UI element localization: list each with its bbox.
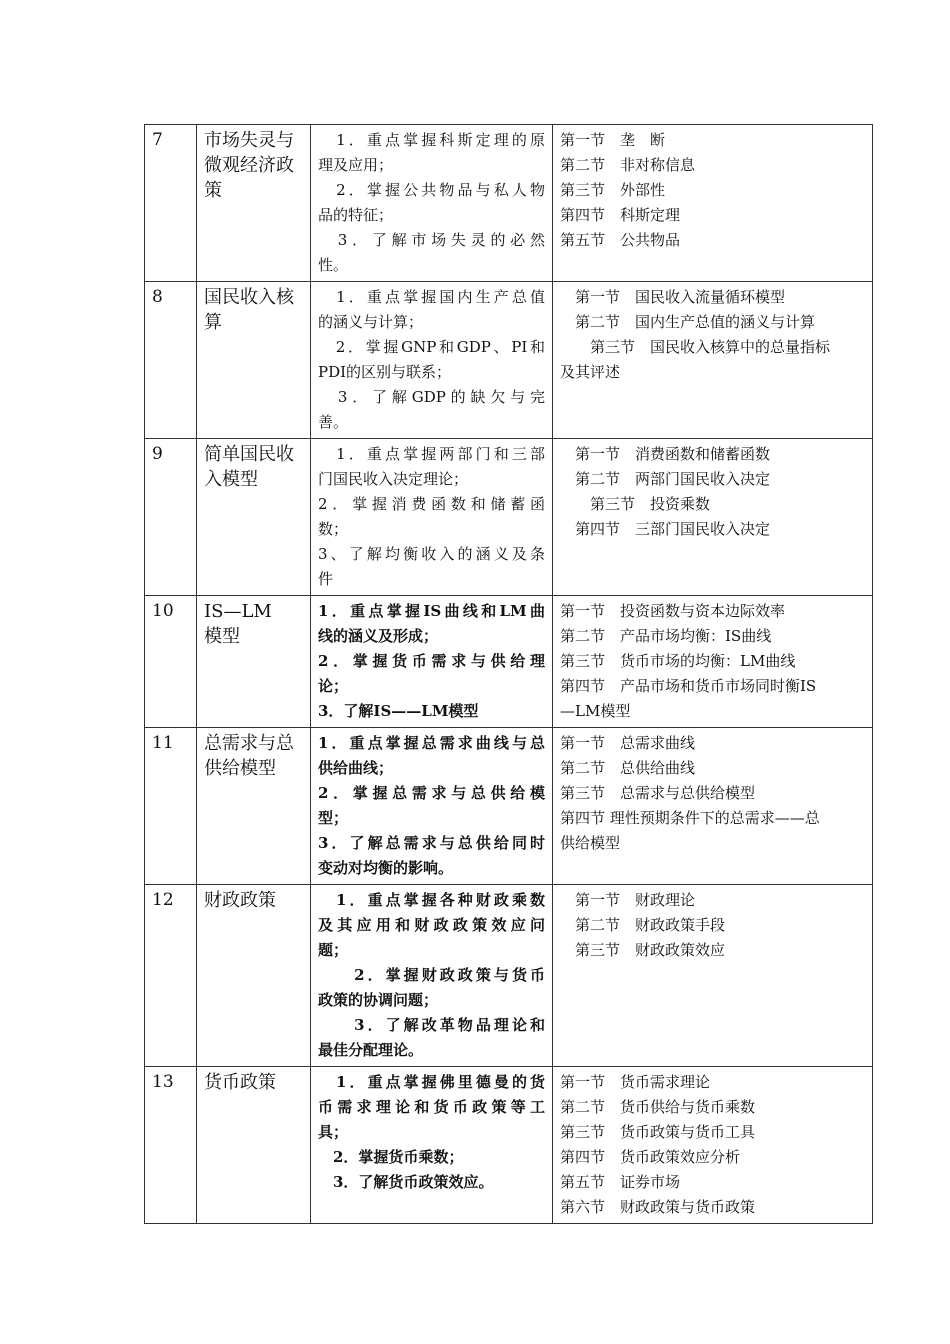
requirement-line: 3．了解IS——LM模型 [318, 702, 479, 720]
section-line: 第六节 财政政策与货币政策 [560, 1198, 756, 1216]
chapter-title: 总需求与总供给模型 [197, 728, 311, 885]
chapter-number: 11 [145, 728, 197, 885]
table-row [145, 728, 873, 885]
section-line: 第一节 总需求曲线 [560, 734, 696, 752]
requirement-line: 1．重点掌握佛里德曼的货 [318, 1073, 545, 1091]
table-row [145, 596, 873, 728]
section-line: 第三节 货币市场的均衡：LM曲线 [560, 652, 796, 670]
section-line: 第二节 货币供给与货币乘数 [560, 1098, 756, 1116]
chapter-sections [553, 1067, 873, 1224]
section-line: 第二节 财政政策手段 [560, 916, 726, 934]
section-line: 供给模型 [560, 834, 621, 852]
section-line: 第三节 国民收入核算中的总量指标 [560, 338, 831, 356]
section-line: —LM模型 [560, 702, 631, 720]
chapter-number: 8 [145, 282, 197, 439]
syllabus-table [144, 124, 873, 1224]
requirement-line: 型； [318, 809, 349, 827]
section-line: 第二节 国内生产总值的涵义与计算 [560, 313, 816, 331]
requirement-line: 2．掌握消费函数和储蓄函 [318, 495, 545, 513]
requirement-line: 政策的协调问题； [318, 991, 439, 1009]
chapter-number: 7 [145, 125, 197, 282]
requirement-line: 善。 [318, 413, 349, 431]
requirement-line: 3．了解市场失灵的必然 [318, 231, 545, 249]
requirement-line: 1．重点掌握科斯定理的原 [318, 131, 545, 149]
section-line: 第一节 投资函数与资本边际效率 [560, 602, 786, 620]
section-line: 第二节 两部门国民收入决定 [560, 470, 771, 488]
section-line: 第五节 证券市场 [560, 1173, 681, 1191]
requirement-line: 2．掌握总需求与总供给模 [318, 784, 545, 802]
requirement-line: 具； [318, 1123, 349, 1141]
requirement-line: 线的涵义及形成； [318, 627, 439, 645]
requirement-line: 2．掌握货币乘数； [318, 1148, 464, 1166]
section-line: 第五节 公共物品 [560, 231, 681, 249]
requirement-line: 3．了解改革物品理论和 [318, 1016, 545, 1034]
table-row [145, 125, 873, 282]
requirement-line: 2．掌握货币需求与供给理 [318, 652, 545, 670]
requirement-line: 性。 [318, 256, 349, 274]
requirement-line: 最佳分配理论。 [318, 1041, 424, 1059]
section-line: 第一节 垄 断 [560, 131, 666, 149]
chapter-title: 简单国民收入模型 [197, 439, 311, 596]
chapter-title: IS—LM 模型 [197, 596, 311, 728]
requirement-line: 1．重点掌握两部门和三部 [318, 445, 545, 463]
chapter-title: 财政政策 [197, 885, 311, 1067]
chapter-requirements [311, 439, 553, 596]
chapter-title: 货币政策 [197, 1067, 311, 1224]
chapter-requirements [311, 885, 553, 1067]
section-line: 第三节 外部性 [560, 181, 666, 199]
section-line: 第四节 货币政策效应分析 [560, 1148, 741, 1166]
table-row [145, 439, 873, 596]
chapter-requirements [311, 1067, 553, 1224]
chapter-sections [553, 596, 873, 728]
chapter-sections [553, 728, 873, 885]
requirement-line: 变动对均衡的影响。 [318, 859, 454, 877]
chapter-requirements [311, 728, 553, 885]
chapter-requirements [311, 282, 553, 439]
requirement-line: 1．重点掌握国内生产总值 [318, 288, 545, 306]
chapter-number: 9 [145, 439, 197, 596]
syllabus-table-body [145, 125, 873, 1224]
chapter-sections [553, 282, 873, 439]
table-row [145, 1067, 873, 1224]
section-line: 第四节 科斯定理 [560, 206, 681, 224]
requirement-line: 及其应用和财政政策效应问 [318, 916, 545, 934]
section-line: 及其评述 [560, 363, 621, 381]
section-line: 第二节 产品市场均衡：IS曲线 [560, 627, 772, 645]
chapter-sections [553, 439, 873, 596]
section-line: 第一节 财政理论 [560, 891, 696, 909]
section-line: 第四节 三部门国民收入决定 [560, 520, 771, 538]
section-line: 第三节 总需求与总供给模型 [560, 784, 756, 802]
requirement-line: 的涵义与计算； [318, 313, 424, 331]
table-row [145, 282, 873, 439]
requirement-line: 供给曲线； [318, 759, 394, 777]
requirement-line: 2．掌握财政政策与货币 [318, 966, 545, 984]
requirement-line: 门国民收入决定理论； [318, 470, 469, 488]
section-line: 第一节 国民收入流量循环模型 [560, 288, 786, 306]
chapter-number: 10 [145, 596, 197, 728]
requirement-line: 1．重点掌握各种财政乘数 [318, 891, 545, 909]
section-line: 第二节 非对称信息 [560, 156, 696, 174]
requirement-line: 币需求理论和货币政策等工 [318, 1098, 545, 1116]
requirement-line: PDI的区别与联系； [318, 363, 452, 381]
requirement-line: 品的特征； [318, 206, 394, 224]
requirement-line: 论； [318, 677, 349, 695]
requirement-line: 3、了解均衡收入的涵义及条 [318, 545, 545, 563]
requirement-line: 2．掌握GNP和GDP、PI和 [318, 338, 545, 356]
section-line: 第三节 货币政策与货币工具 [560, 1123, 756, 1141]
chapter-requirements [311, 125, 553, 282]
requirement-line: 3．了解总需求与总供给同时 [318, 834, 545, 852]
section-line: 第三节 投资乘数 [560, 495, 711, 513]
requirement-line: 理及应用； [318, 156, 394, 174]
requirement-line: 3．了解GDP的缺欠与完 [318, 388, 545, 406]
section-line: 第四节 产品市场和货币市场同时衡IS [560, 677, 817, 695]
section-line: 第一节 消费函数和储蓄函数 [560, 445, 771, 463]
section-line: 第一节 货币需求理论 [560, 1073, 711, 1091]
chapter-requirements [311, 596, 553, 728]
table-row [145, 885, 873, 1067]
requirement-line: 件 [318, 570, 334, 588]
chapter-title: 市场失灵与微观经济政策 [197, 125, 311, 282]
requirement-line: 1．重点掌握总需求曲线与总 [318, 734, 545, 752]
section-line: 第四节 理性预期条件下的总需求——总 [560, 809, 820, 827]
section-line: 第三节 财政政策效应 [560, 941, 726, 959]
section-line: 第二节 总供给曲线 [560, 759, 696, 777]
chapter-number: 13 [145, 1067, 197, 1224]
requirement-line: 1．重点掌握IS曲线和LM曲 [318, 602, 545, 620]
chapter-sections [553, 885, 873, 1067]
requirement-line: 3．了解货币政策效应。 [318, 1173, 494, 1191]
chapter-number: 12 [145, 885, 197, 1067]
requirement-line: 数； [318, 520, 349, 538]
requirement-line: 2．掌握公共物品与私人物 [318, 181, 545, 199]
chapter-sections [553, 125, 873, 282]
requirement-line: 题； [318, 941, 349, 959]
chapter-title: 国民收入核算 [197, 282, 311, 439]
